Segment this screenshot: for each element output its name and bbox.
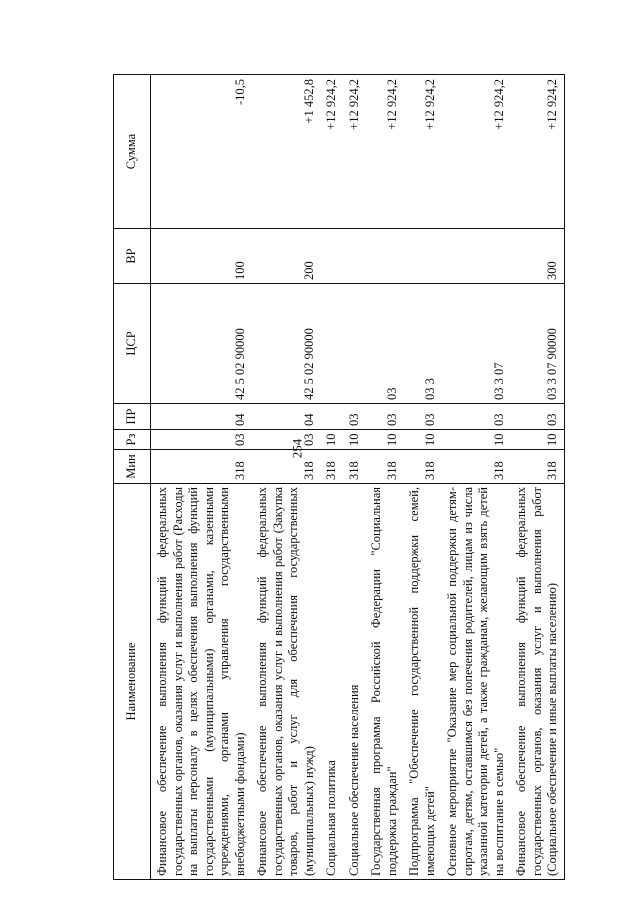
table-row [251, 75, 320, 880]
row-pr: 03 [441, 404, 510, 430]
row-sum: +12 924,2 [365, 75, 403, 229]
row-pr [320, 404, 343, 430]
row-csr: 03 [365, 284, 403, 404]
row-sum: +1 452,8 [251, 75, 320, 229]
row-min: 318 [441, 450, 510, 484]
row-sum: +12 924,2 [343, 75, 366, 229]
row-vr: 200 [251, 229, 320, 284]
table-row [403, 75, 441, 880]
row-vr: 100 [151, 229, 252, 284]
row-pr: 03 [403, 404, 441, 430]
table-row [151, 75, 252, 880]
row-rz: 03 [151, 430, 252, 450]
row-rz: 10 [343, 430, 366, 450]
header-sum: Сумма [114, 75, 151, 229]
row-name: Финансовое обеспечение выполнения функций федеральных государственных органов, оказания услуг и выполнения работ (Социальное обеспечение и иные выплаты населению) [510, 484, 564, 880]
row-csr: 42 5 02 90000 [251, 284, 320, 404]
row-csr [320, 284, 343, 404]
row-vr [365, 229, 403, 284]
row-rz: 10 [403, 430, 441, 450]
row-rz: 10 [320, 430, 343, 450]
row-name: Финансовое обеспечение выполнения функций федеральных государственных органов, оказания услуг и выполнения работ (Закупка товаров, работ и услуг для обеспечения государственных (муниципальных) нужд) [251, 484, 320, 880]
row-min: 318 [320, 450, 343, 484]
header-pr: ПР [114, 404, 151, 430]
budget-table [113, 74, 565, 880]
row-name: Государственная программа Российской Федерации "Социальная поддержка граждан" [365, 484, 403, 880]
header-vr: ВР [114, 229, 151, 284]
table-row [510, 75, 564, 880]
row-pr: 03 [343, 404, 366, 430]
row-rz: 10 [365, 430, 403, 450]
row-csr: 03 3 [403, 284, 441, 404]
row-min: 318 [251, 450, 320, 484]
header-name: Наименование [114, 484, 151, 880]
row-min: 318 [365, 450, 403, 484]
rotated-page-content [113, 75, 633, 880]
row-pr: 03 [365, 404, 403, 430]
row-min: 318 [151, 450, 252, 484]
row-vr: 300 [510, 229, 564, 284]
row-vr [343, 229, 366, 284]
row-name: Основное мероприятие "Оказание мер социальной поддержки детям-сиротам, детям, оставшимся без попечения родителей, лицам из числа указанной категории детей, а также гражданам, желающим взять детей на воспитание в семью" [441, 484, 510, 880]
row-vr [320, 229, 343, 284]
row-sum: +12 924,2 [510, 75, 564, 229]
page-number: 254 [289, 438, 305, 459]
row-min: 318 [510, 450, 564, 484]
header-csr: ЦСР [114, 284, 151, 404]
row-min: 318 [403, 450, 441, 484]
row-name: Социальная политика [320, 484, 343, 880]
row-name: Финансовое обеспечение выполнения функций федеральных государственных органов, оказания услуг и выполнения работ (Расходы на выплаты персоналу в целях обеспечения выполнения функций государственными (муниципальными) органами, казенными учреждениями, органами управления государственными внебюджетными фондами) [151, 484, 252, 880]
row-pr: 04 [251, 404, 320, 430]
row-rz: 03 [251, 430, 320, 450]
table-row [320, 75, 343, 880]
row-csr [343, 284, 366, 404]
row-csr: 42 5 02 90000 [151, 284, 252, 404]
row-rz: 10 [441, 430, 510, 450]
row-pr: 03 [510, 404, 564, 430]
row-vr [403, 229, 441, 284]
row-sum: +12 924,2 [320, 75, 343, 229]
row-name: Подпрограмма "Обеспечение государственной поддержки семей, имеющих детей" [403, 484, 441, 880]
row-pr: 04 [151, 404, 252, 430]
row-vr [441, 229, 510, 284]
header-rz: Рз [114, 430, 151, 450]
table-header-row [114, 75, 151, 880]
row-sum: -10,5 [151, 75, 252, 229]
row-sum: +12 924,2 [403, 75, 441, 229]
row-name: Социальное обеспечение населения [343, 484, 366, 880]
header-min: Мин [114, 450, 151, 484]
row-csr: 03 3 07 90000 [510, 284, 564, 404]
table-row [441, 75, 510, 880]
row-csr: 03 3 07 [441, 284, 510, 404]
row-min: 318 [343, 450, 366, 484]
table-row [343, 75, 366, 880]
row-sum: +12 924,2 [441, 75, 510, 229]
table-row [365, 75, 403, 880]
row-rz: 10 [510, 430, 564, 450]
